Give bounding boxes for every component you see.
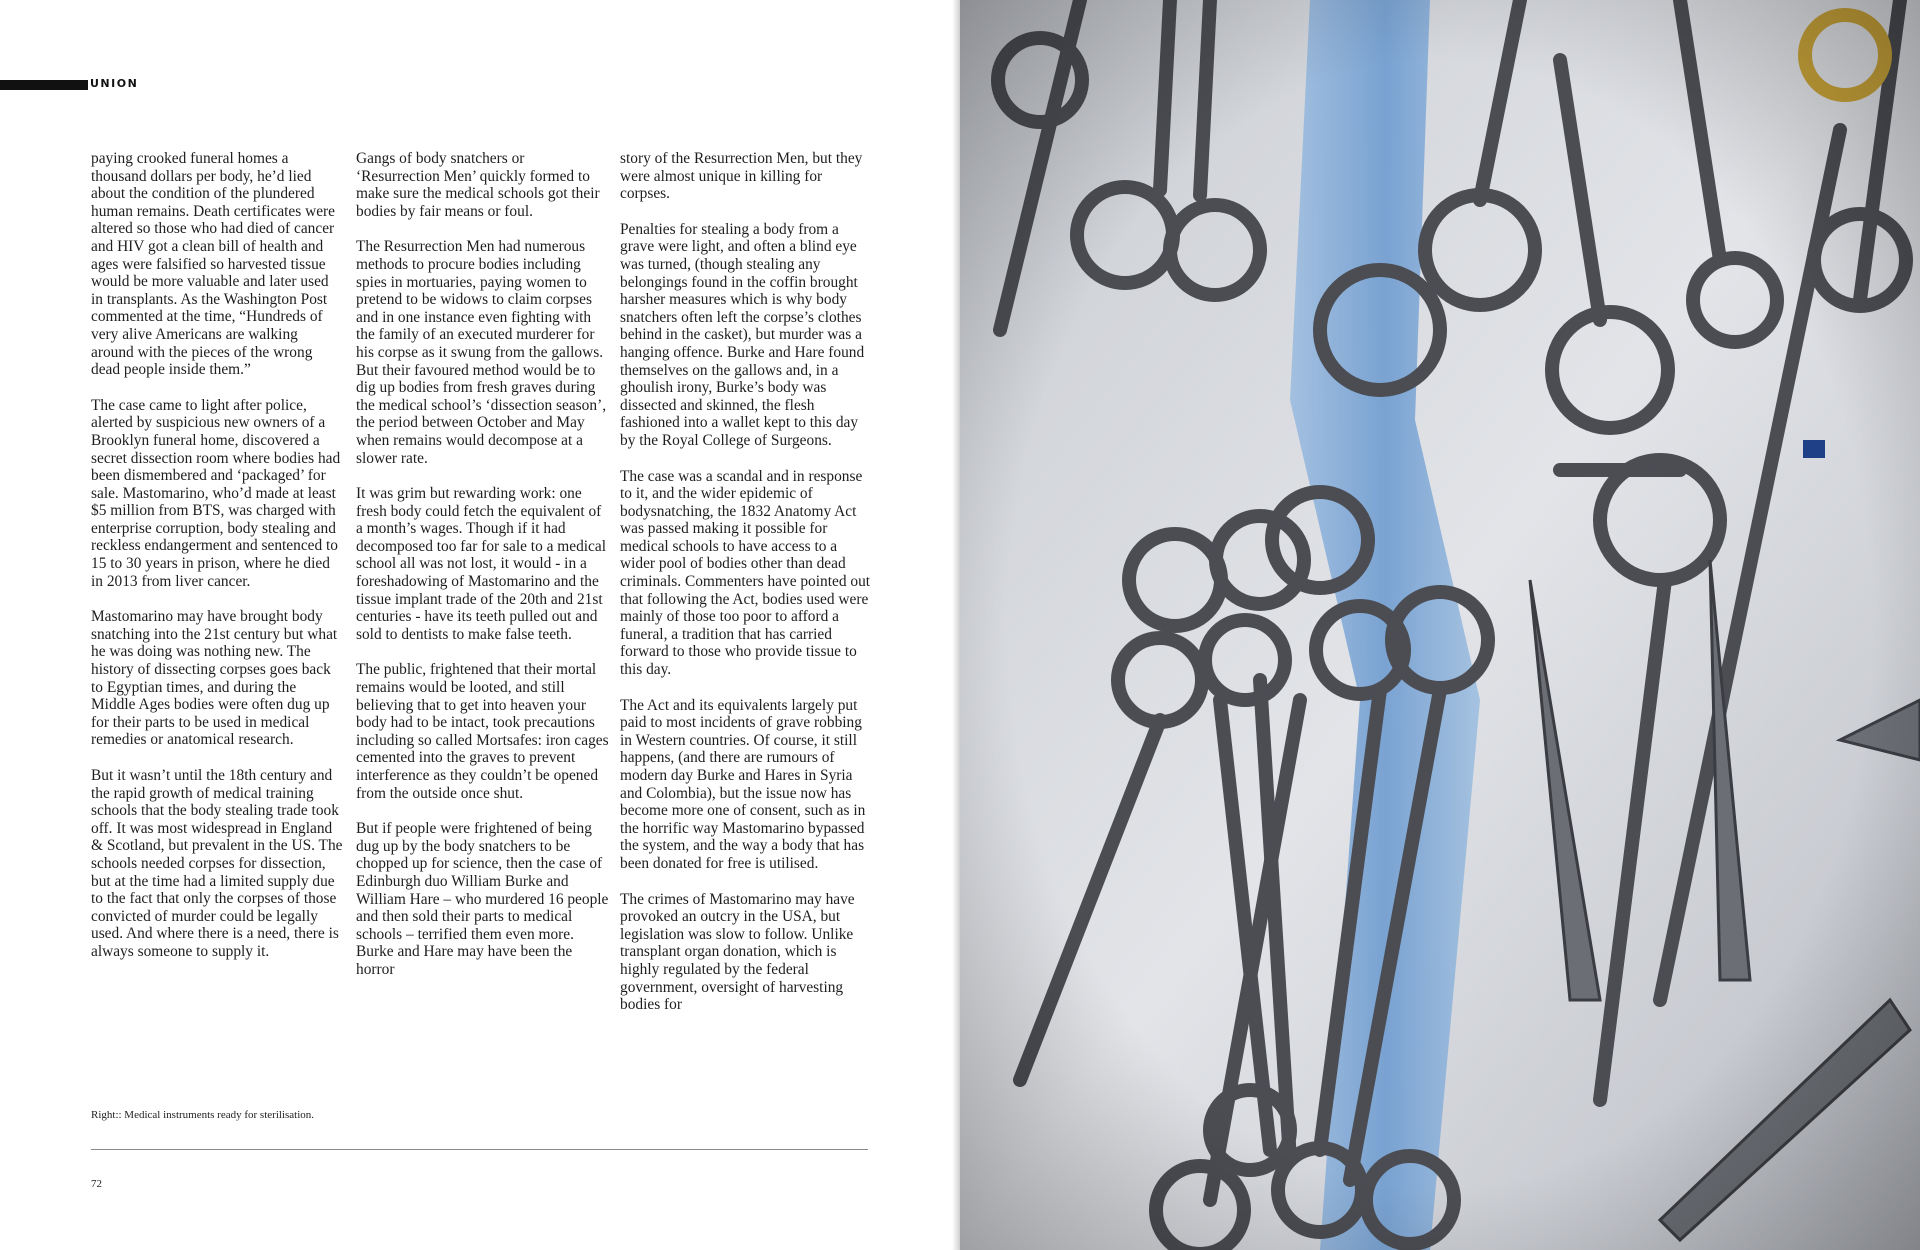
text-column-1 [91, 150, 344, 979]
photo-caption: Right:: Medical instruments ready for sterilisation. [91, 1109, 315, 1121]
paragraph: The Resurrection Men had numerous methods to procure bodies including spies in mortuaries, paying women to pretend to be widows to claim corpses and in one instance even fighting with the family of an executed murderer for his corpse as it swung from the gallows. But their favoured method would be to dig up bodies from fresh graves during the medical school’s ‘dissection season’, the period between October and May when remains would decompose at a slower rate. [356, 238, 607, 467]
surgical-instruments-photo [960, 0, 1920, 1250]
paragraph: story of the Resurrection Men, but they were almost unique in killing for corpses. [620, 150, 863, 203]
paragraph: The case was a scandal and in response to it, and the wider epidemic of bodysnatching, the 1832 Anatomy Act was passed making it possible for medical schools to have access to a wider pool of bodies other than dead criminals. Commenters have pointed out that following the Act, bodies used were mainly of those too poor to afford a funeral, a tradition that has carried forward to those who provide tissue to this day. [620, 467, 871, 679]
section-label: UNION [90, 77, 139, 90]
paragraph: Penalties for stealing a body from a grave were light, and often a blind eye was turned, (though stealing any belongings found in the coffin brought harsher measures which is why body snatchers often left the corpse’s clothes behind in the casket), but murder was a hanging offence. Burke and Hare found themselves on the gallows and, in a ghoulish irony, Burke’s body was dissected and skinned, the flesh fashioned into a wallet kept to this day by the Royal College of Surgeons. [620, 220, 865, 449]
paragraph: Mastomarino may have brought body snatching into the 21st century but what he was doing was nothing new. The history of dissecting corpses goes back to Egyptian times, and during the Middle Ages bodies were often dug up for their parts to be used in medical remedies or anatomical research. [91, 608, 338, 749]
section-bar [0, 80, 88, 90]
paragraph: The Act and its equivalents largely put paid to most incidents of grave robbing in Western countries. Of course, it still happens, (and there are rumours of modern day Burke and Hares in Syria and Colombia), but the issue now has become more one of consent, such as in the horrific way Mastomarino bypassed the system, and the way a body that has been donated for free is utilised. [620, 696, 866, 872]
paragraph: But it wasn’t until the 18th century and the rapid growth of medical training schools that the body stealing trade took off. It was most widespread in England & Scotland, but prevalent in the US. The schools needed corpses for dissection, but at the time had a limited supply due to the fact that only the corpses of those convicted of murder could be legally used. And where there is a need, there is always someone to supply it. [91, 767, 343, 960]
text-column-2 [356, 150, 609, 997]
paragraph: But if people were frightened of being dug up by the body snatchers to be chopped up for science, then the case of Edinburgh duo William Burke and William Hare – who murdered 16 people and then sold their parts to medical schools – terrified them even more. Burke and Hare may have been the horror [356, 820, 609, 978]
paragraph: The crimes of Mastomarino may have provoked an outcry in the USA, but legislation was slow to follow. Unlike transplant organ donation, which is highly regulated by the federal government, oversight of harvesting bodies for [620, 890, 855, 1014]
left-page [0, 0, 958, 1250]
paragraph: The case came to light after police, alerted by suspicious new owners of a Brooklyn funeral home, discovered a secret dissection room where bodies had been dismembered and ‘packaged’ for sale. Mastomarino, who’d made at least $5 million from BTS, was charged with enterprise corruption, body stealing and reckless endangerment and sentenced to 15 to 30 years in prison, where he died in 2013 from liver cancer. [91, 396, 341, 590]
article-body [91, 150, 871, 1060]
paragraph: paying crooked funeral homes a thousand dollars per body, he’d lied about the condition of the plundered human remains. Death certificates were altered so those who had died of cancer and HIV got a clean bill of health and ages were falsified so harvested tissue would be more valuable and later used in transplants. As the Washington Post commented at the time, “Hundreds of very alive Americans are walking around with the pieces of the wrong dead people inside them.” [91, 150, 335, 379]
paragraph: Gangs of body snatchers or ‘Resurrection Men’ quickly formed to make sure the medical schools got their bodies by fair means or foul. [356, 150, 600, 220]
footer-rule [91, 1149, 868, 1150]
text-column-3 [620, 150, 873, 1032]
page-number: 72 [91, 1178, 102, 1190]
paragraph: The public, frightened that their mortal remains would be looted, and still believing that to get into heaven your body had to be intact, took precautions including so called Mortsafes: iron cages cemented into the graves to prevent interference as they couldn’t be opened from the outside once shut. [356, 661, 609, 802]
page-gutter [952, 0, 960, 1250]
paragraph: It was grim but rewarding work: one fresh body could fetch the equivalent of a month’s wages. Though if it had decomposed too far for sale to a medical school all was not lost, it would - in a foreshadowing of Mastomarino and the tissue implant trade of the 20th and 21st centuries - have its teeth pulled out and sold to dentists to make false teeth. [356, 485, 607, 643]
